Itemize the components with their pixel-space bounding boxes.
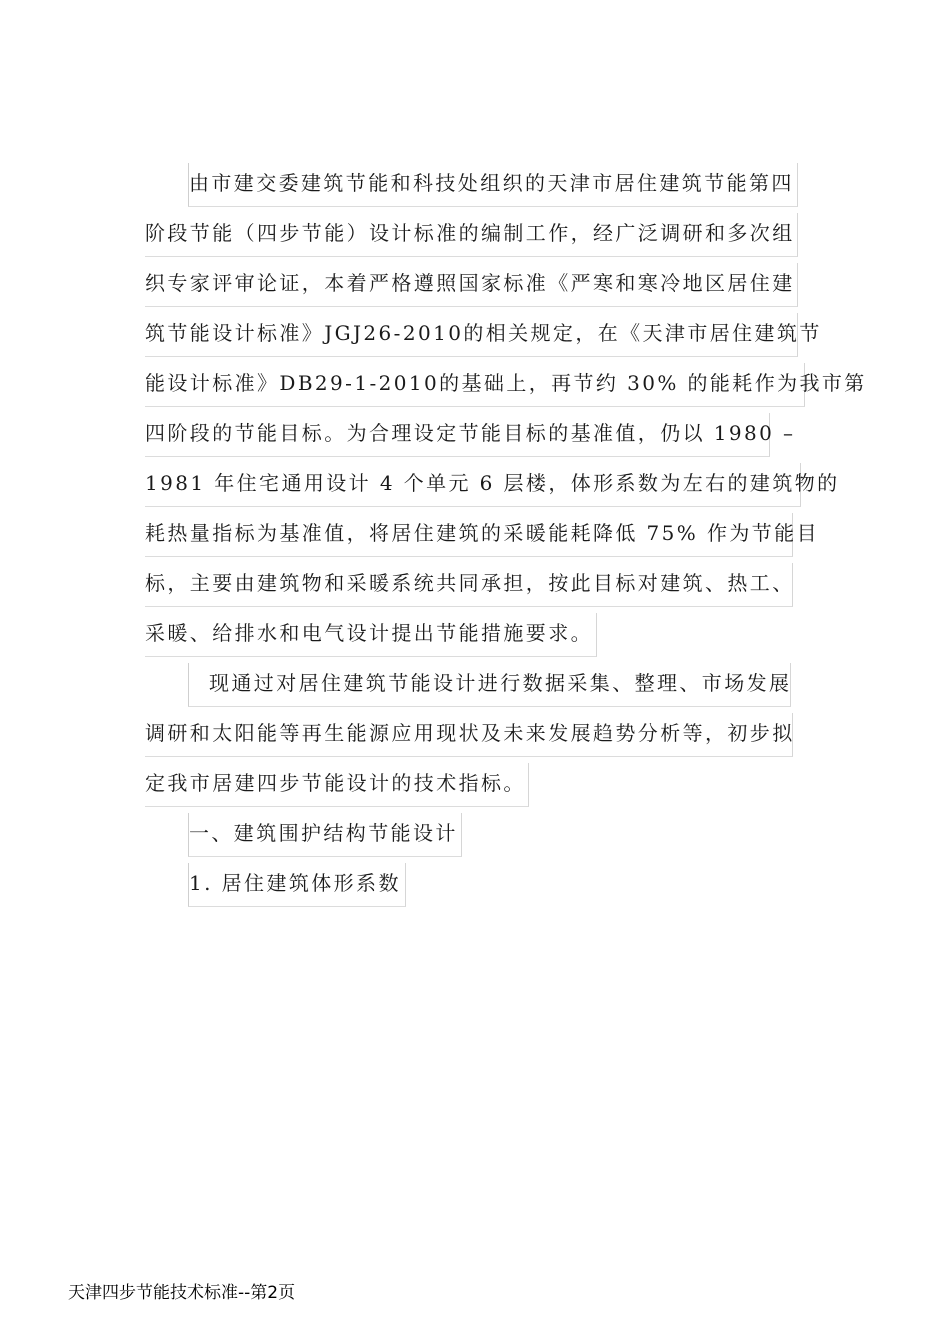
subsection-heading: 1. 居住建筑体形系数 [188, 863, 406, 907]
paragraph-1-line-10: 采暖、给排水和电气设计提出节能措施要求。 [145, 613, 597, 657]
paragraph-1-line-6: 四阶段的节能目标。为合理设定节能目标的基准值，仍以 1980 – [145, 413, 770, 457]
paragraph-1-line-1: 由市建交委建筑节能和科技处组织的天津市居住建筑节能第四 [188, 163, 798, 207]
page-footer: 天津四步节能技术标准--第2页 [68, 1283, 296, 1303]
paragraph-1-line-8: 耗热量指标为基准值，将居住建筑的采暖能耗降低 75% 作为节能目 [145, 513, 793, 557]
paragraph-2-line-3: 定我市居建四步节能设计的技术指标。 [145, 763, 529, 807]
paragraph-1-line-7: 1981 年住宅通用设计 4 个单元 6 层楼，体形系数为左右的建筑物的 [145, 463, 801, 507]
section-heading: 一、建筑围护结构节能设计 [188, 813, 462, 857]
paragraph-1-line-5: 能设计标准》DB29-1-2010的基础上，再节约 30% 的能耗作为我市第 [145, 363, 805, 407]
paragraph-1-line-3: 织专家评审论证，本着严格遵照国家标准《严寒和寒冷地区居住建 [145, 263, 798, 307]
paragraph-1-line-4: 筑节能设计标准》JGJ26-2010的相关规定，在《天津市居住建筑节 [145, 313, 798, 357]
paragraph-2-line-1: 现通过对居住建筑节能设计进行数据采集、整理、市场发展 [188, 663, 791, 707]
paragraph-2-line-2: 调研和太阳能等再生能源应用现状及未来发展趋势分析等，初步拟 [145, 713, 793, 757]
paragraph-1-line-2: 阶段节能（四步节能）设计标准的编制工作，经广泛调研和多次组 [145, 213, 798, 257]
paragraph-1-line-9: 标，主要由建筑物和采暖系统共同承担，按此目标对建筑、热工、 [145, 563, 793, 607]
